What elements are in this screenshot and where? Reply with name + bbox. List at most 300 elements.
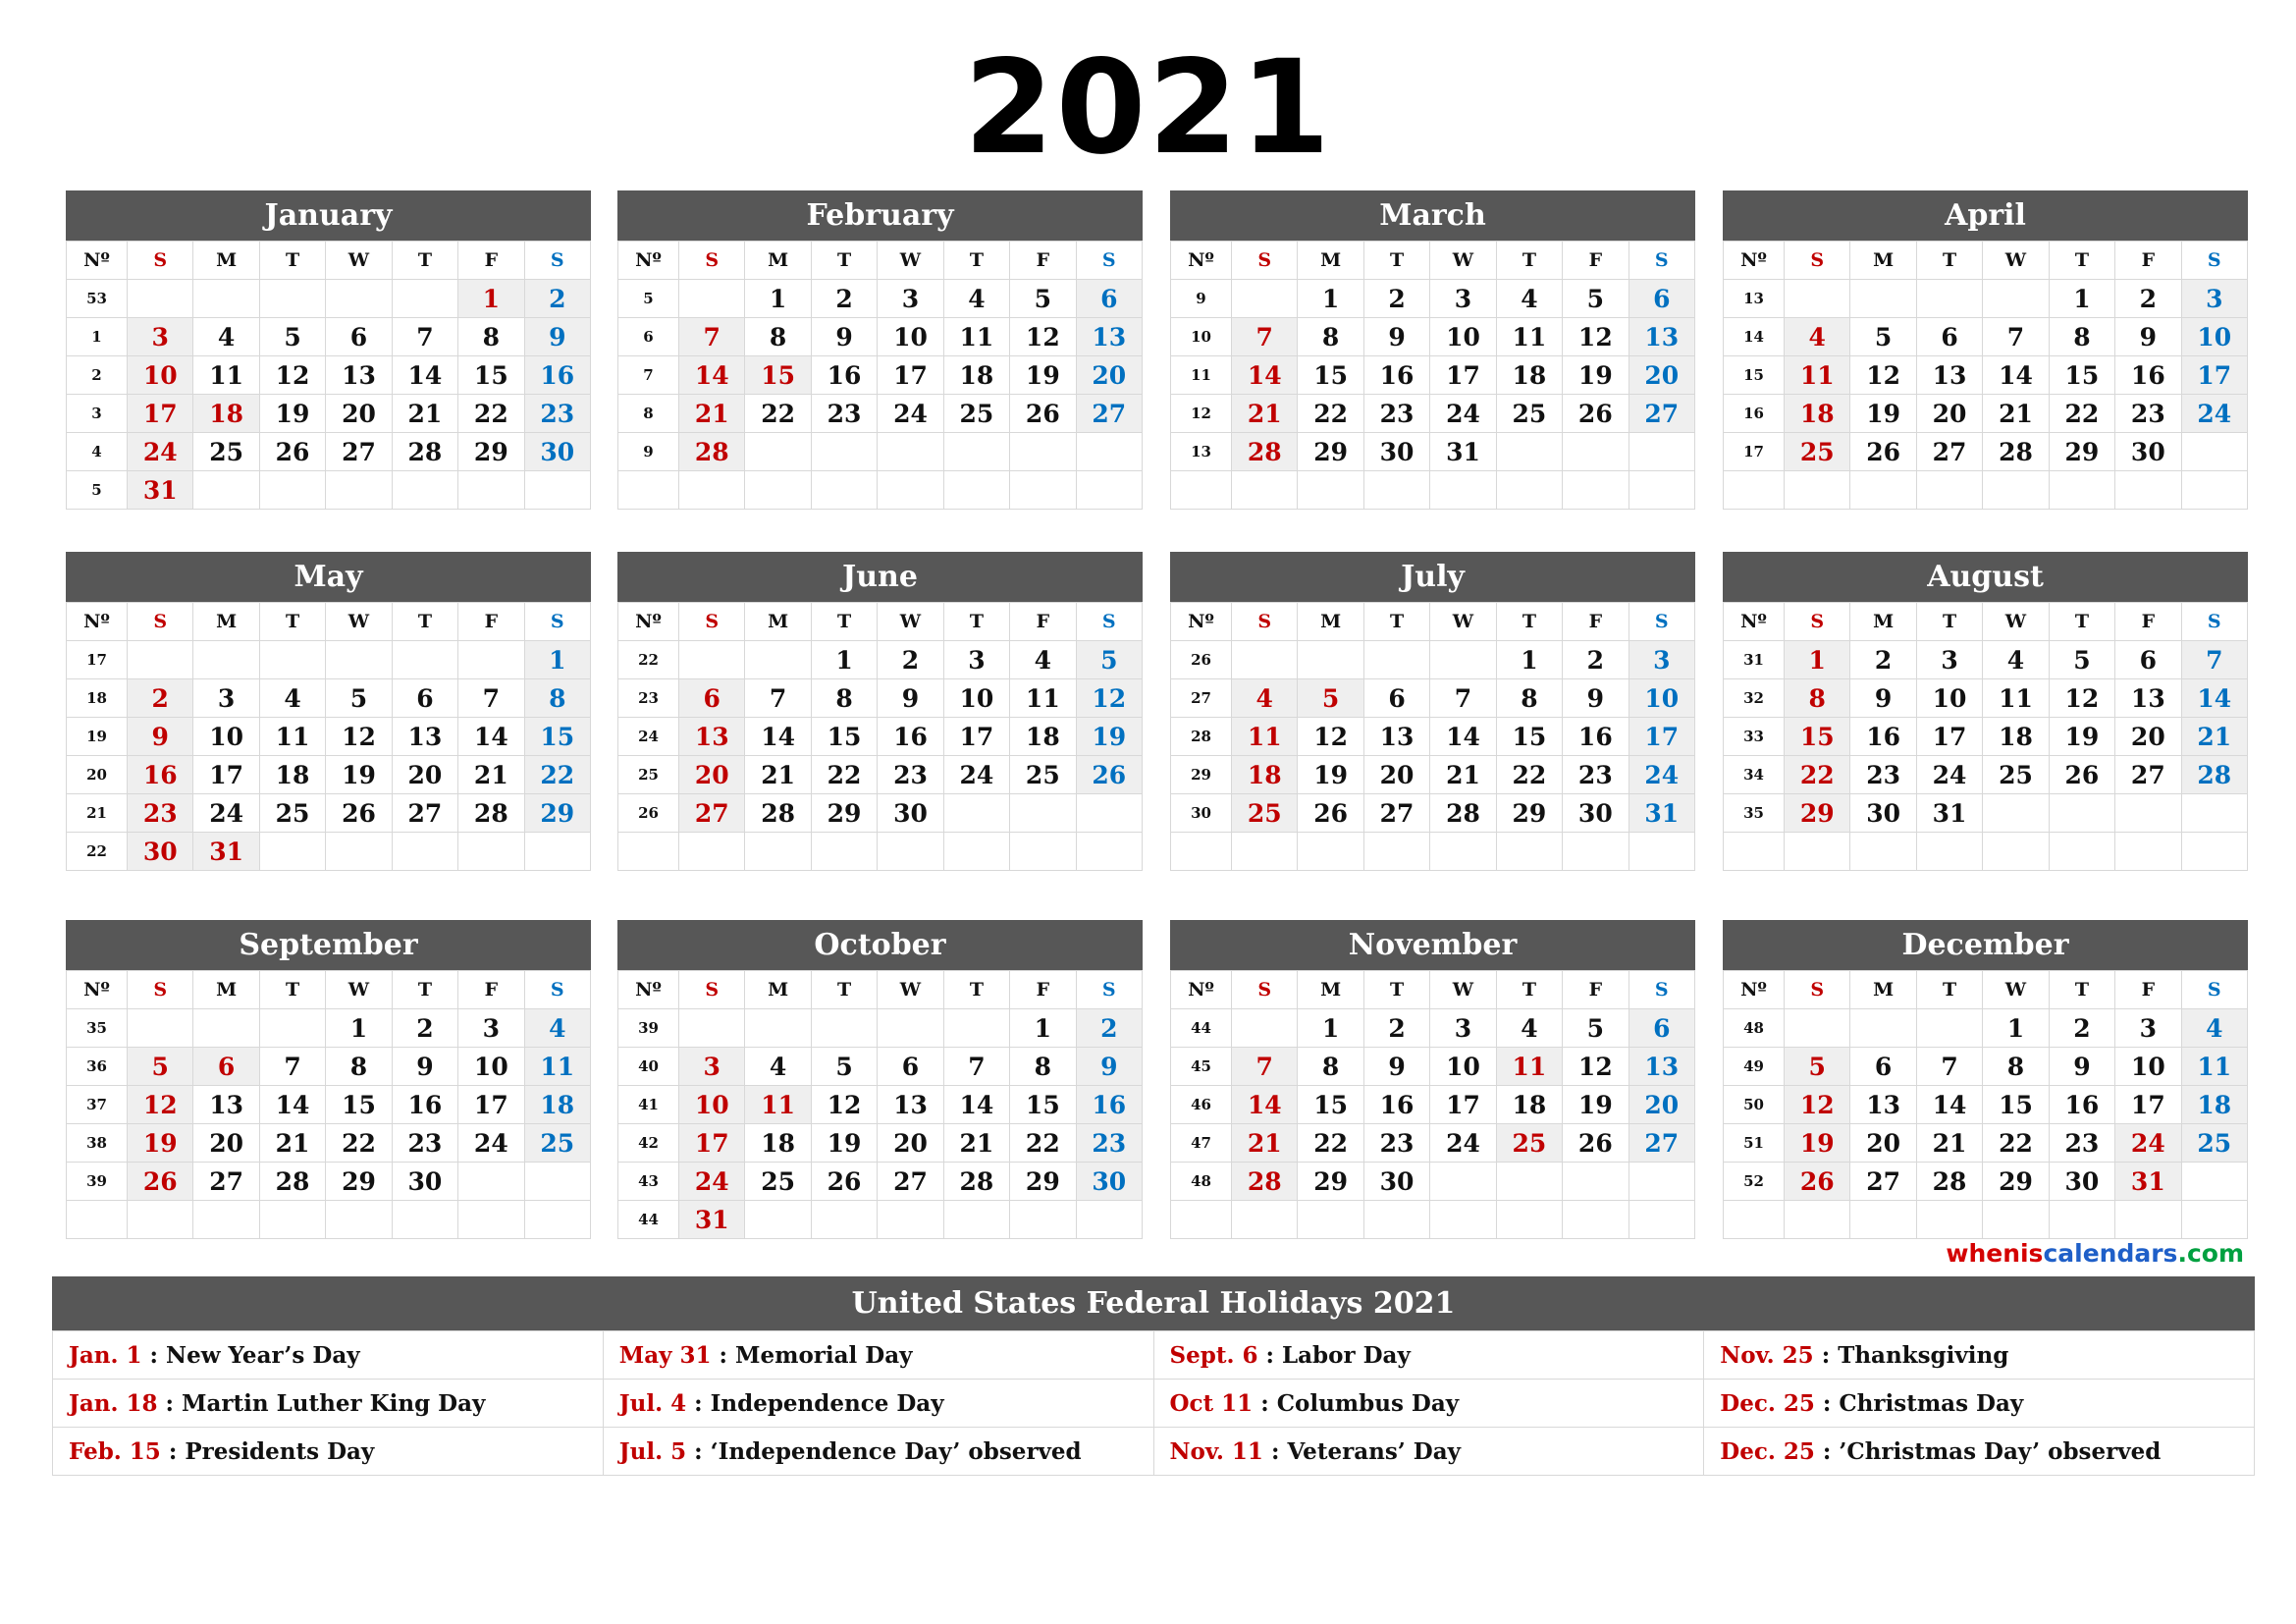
empty-day-cell	[2115, 833, 2181, 871]
weekday-header-row	[67, 603, 591, 641]
day-cell: 22	[524, 756, 590, 794]
week-row	[67, 718, 591, 756]
day-cell: 10	[878, 318, 943, 356]
week-number: 44	[618, 1201, 679, 1239]
week-number: 3	[67, 395, 128, 433]
week-row	[618, 1201, 1143, 1239]
month-title: February	[617, 190, 1143, 241]
day-cell: 27	[2115, 756, 2181, 794]
weekday-header: M	[1850, 242, 1916, 280]
day-cell: 26	[1298, 794, 1363, 833]
day-cell: 15	[1496, 718, 1562, 756]
day-cell: 13	[1076, 318, 1142, 356]
empty-day-cell	[326, 280, 392, 318]
weekday-header: W	[326, 603, 392, 641]
day-cell: 24	[128, 433, 193, 471]
day-cell: 22	[1983, 1124, 2049, 1163]
day-cell: 11	[745, 1086, 811, 1124]
weekday-header: S	[1076, 242, 1142, 280]
month-february	[617, 190, 1143, 510]
day-cell: 5	[1298, 679, 1363, 718]
week-row	[1724, 1124, 2248, 1163]
day-cell: 24	[1629, 756, 1694, 794]
week-row	[618, 1086, 1143, 1124]
day-cell: 8	[458, 318, 524, 356]
empty-day-cell	[1563, 433, 1629, 471]
day-cell: 18	[1983, 718, 2049, 756]
day-cell: 9	[1076, 1048, 1142, 1086]
weekday-header: M	[1850, 603, 1916, 641]
week-number: 6	[618, 318, 679, 356]
day-cell: 7	[679, 318, 745, 356]
week-number: 44	[1171, 1009, 1232, 1048]
day-cell: 5	[1563, 1009, 1629, 1048]
day-cell: 30	[1363, 433, 1429, 471]
day-cell: 3	[458, 1009, 524, 1048]
empty-day-cell	[1916, 1201, 1982, 1239]
day-cell: 26	[1785, 1163, 1850, 1201]
day-cell: 12	[811, 1086, 877, 1124]
day-cell: 22	[745, 395, 811, 433]
day-cell: 8	[745, 318, 811, 356]
day-cell: 12	[326, 718, 392, 756]
week-number-header: Nº	[1171, 971, 1232, 1009]
week-row	[618, 794, 1143, 833]
weekday-header: T	[811, 242, 877, 280]
empty-day-cell	[392, 641, 457, 679]
day-cell: 1	[2049, 280, 2114, 318]
day-cell: 9	[1363, 1048, 1429, 1086]
day-cell: 3	[943, 641, 1009, 679]
day-cell: 14	[1916, 1086, 1982, 1124]
empty-day-cell	[1430, 1201, 1496, 1239]
weekday-header-row	[67, 971, 591, 1009]
weekday-header: S	[128, 603, 193, 641]
day-cell: 1	[458, 280, 524, 318]
week-number: 2	[67, 356, 128, 395]
holiday-cell	[1153, 1380, 1704, 1428]
week-row	[1171, 1163, 1695, 1201]
day-cell: 7	[2181, 641, 2247, 679]
day-cell: 5	[1076, 641, 1142, 679]
empty-day-cell	[1850, 1009, 1916, 1048]
day-cell: 18	[1785, 395, 1850, 433]
holidays-section	[52, 1276, 2255, 1476]
empty-day-cell	[193, 641, 259, 679]
day-cell: 21	[1916, 1124, 1982, 1163]
day-cell: 25	[1496, 1124, 1562, 1163]
week-number: 7	[618, 356, 679, 395]
day-cell: 31	[1916, 794, 1982, 833]
day-cell: 17	[679, 1124, 745, 1163]
day-cell: 10	[2115, 1048, 2181, 1086]
day-cell: 30	[1850, 794, 1916, 833]
holiday-date: Jan. 1	[69, 1341, 142, 1369]
day-cell: 19	[259, 395, 325, 433]
day-cell: 29	[458, 433, 524, 471]
day-cell: 26	[2049, 756, 2114, 794]
day-cell: 20	[326, 395, 392, 433]
empty-day-cell	[193, 280, 259, 318]
day-cell: 20	[679, 756, 745, 794]
week-number	[618, 471, 679, 510]
day-cell: 8	[1785, 679, 1850, 718]
week-number: 17	[1724, 433, 1785, 471]
empty-day-cell	[1563, 1163, 1629, 1201]
day-cell: 5	[326, 679, 392, 718]
empty-day-cell	[1010, 471, 1076, 510]
day-cell: 1	[524, 641, 590, 679]
day-cell: 3	[2181, 280, 2247, 318]
day-cell: 6	[1916, 318, 1982, 356]
day-cell: 23	[1076, 1124, 1142, 1163]
week-number: 36	[67, 1048, 128, 1086]
holiday-name: Martin Luther King Day	[182, 1389, 486, 1417]
day-cell: 11	[1010, 679, 1076, 718]
weekday-header-row	[1171, 971, 1695, 1009]
empty-day-cell	[1916, 1009, 1982, 1048]
day-cell: 15	[1010, 1086, 1076, 1124]
day-cell: 17	[193, 756, 259, 794]
empty-day-cell	[1850, 833, 1916, 871]
day-cell: 22	[458, 395, 524, 433]
empty-day-cell	[193, 1009, 259, 1048]
holiday-separator: :	[1257, 1341, 1282, 1369]
holiday-name: Christmas Day	[1839, 1389, 2024, 1417]
week-number: 10	[1171, 318, 1232, 356]
week-number-header: Nº	[1724, 603, 1785, 641]
day-cell: 20	[1076, 356, 1142, 395]
week-number: 47	[1171, 1124, 1232, 1163]
day-cell: 7	[1232, 318, 1298, 356]
weekday-header: T	[943, 971, 1009, 1009]
empty-day-cell	[679, 1009, 745, 1048]
empty-day-cell	[1430, 471, 1496, 510]
day-cell: 27	[1076, 395, 1142, 433]
week-row	[1171, 1086, 1695, 1124]
empty-day-cell	[1629, 433, 1694, 471]
weekday-header: F	[1563, 603, 1629, 641]
day-cell: 29	[1298, 1163, 1363, 1201]
day-cell: 10	[1916, 679, 1982, 718]
empty-day-cell	[1563, 471, 1629, 510]
empty-day-cell	[524, 833, 590, 871]
day-cell: 16	[1076, 1086, 1142, 1124]
day-cell: 1	[1298, 1009, 1363, 1048]
day-cell: 23	[1563, 756, 1629, 794]
weekday-header: S	[1785, 242, 1850, 280]
empty-day-cell	[1850, 1201, 1916, 1239]
week-row	[67, 1086, 591, 1124]
weekday-header: S	[2181, 971, 2247, 1009]
day-cell: 27	[1363, 794, 1429, 833]
empty-day-cell	[1363, 641, 1429, 679]
day-cell: 30	[392, 1163, 457, 1201]
day-cell: 14	[1430, 718, 1496, 756]
weekday-header: M	[193, 603, 259, 641]
empty-day-cell	[1785, 1201, 1850, 1239]
holiday-separator: :	[1814, 1437, 1840, 1465]
day-cell: 26	[1850, 433, 1916, 471]
day-cell: 6	[1363, 679, 1429, 718]
day-cell: 3	[1430, 280, 1496, 318]
empty-day-cell	[392, 471, 457, 510]
week-row	[67, 1009, 591, 1048]
week-number: 42	[618, 1124, 679, 1163]
day-cell: 3	[1629, 641, 1694, 679]
week-row	[1724, 1086, 2248, 1124]
weekday-header: S	[1629, 603, 1694, 641]
weekday-header: M	[745, 242, 811, 280]
day-cell: 10	[458, 1048, 524, 1086]
day-cell: 13	[1850, 1086, 1916, 1124]
empty-day-cell	[2115, 794, 2181, 833]
empty-day-cell	[2181, 1201, 2247, 1239]
week-number: 49	[1724, 1048, 1785, 1086]
empty-day-cell	[811, 471, 877, 510]
holiday-cell	[603, 1380, 1153, 1428]
day-cell: 19	[2049, 718, 2114, 756]
day-cell: 14	[1232, 356, 1298, 395]
day-cell: 23	[1850, 756, 1916, 794]
day-cell: 13	[1916, 356, 1982, 395]
day-cell: 2	[811, 280, 877, 318]
day-cell: 3	[1916, 641, 1982, 679]
day-cell: 23	[2115, 395, 2181, 433]
week-number: 8	[618, 395, 679, 433]
day-cell: 29	[1298, 433, 1363, 471]
day-cell: 21	[943, 1124, 1009, 1163]
week-number: 28	[1171, 718, 1232, 756]
day-cell: 7	[1430, 679, 1496, 718]
day-cell: 20	[193, 1124, 259, 1163]
day-cell: 16	[128, 756, 193, 794]
empty-day-cell	[1496, 1201, 1562, 1239]
week-number: 34	[1724, 756, 1785, 794]
weekday-header: F	[2115, 971, 2181, 1009]
empty-day-cell	[1232, 280, 1298, 318]
day-cell: 23	[524, 395, 590, 433]
brand-logo[interactable]	[1946, 1239, 2244, 1268]
day-cell: 15	[458, 356, 524, 395]
day-cell: 2	[878, 641, 943, 679]
weekday-header: S	[1076, 971, 1142, 1009]
day-cell: 24	[2115, 1124, 2181, 1163]
day-cell: 18	[1496, 1086, 1562, 1124]
week-row	[1171, 356, 1695, 395]
week-number: 13	[1724, 280, 1785, 318]
holiday-row	[53, 1428, 2255, 1476]
weekday-header: F	[2115, 242, 2181, 280]
weekday-header-row	[1724, 603, 2248, 641]
day-cell: 5	[2049, 641, 2114, 679]
day-cell: 11	[259, 718, 325, 756]
weekday-header: T	[1363, 971, 1429, 1009]
day-cell: 24	[2181, 395, 2247, 433]
holiday-date: Dec. 25	[1720, 1389, 1815, 1417]
empty-day-cell	[1232, 1201, 1298, 1239]
weekday-header: W	[1430, 603, 1496, 641]
day-cell: 8	[2049, 318, 2114, 356]
month-january	[66, 190, 591, 510]
empty-day-cell	[745, 1201, 811, 1239]
month-title: September	[66, 920, 591, 970]
weekday-header: T	[1916, 971, 1982, 1009]
empty-day-cell	[2115, 471, 2181, 510]
month-title: April	[1723, 190, 2248, 241]
empty-day-cell	[2181, 433, 2247, 471]
weekday-header: T	[259, 242, 325, 280]
day-cell: 28	[1916, 1163, 1982, 1201]
day-cell: 16	[2115, 356, 2181, 395]
day-cell: 27	[193, 1163, 259, 1201]
holiday-cell	[1153, 1331, 1704, 1380]
empty-day-cell	[1850, 280, 1916, 318]
day-cell: 17	[458, 1086, 524, 1124]
day-cell: 21	[259, 1124, 325, 1163]
day-cell: 6	[2115, 641, 2181, 679]
week-number: 15	[1724, 356, 1785, 395]
day-cell: 4	[1496, 1009, 1562, 1048]
empty-day-cell	[1363, 471, 1429, 510]
day-cell: 13	[193, 1086, 259, 1124]
day-cell: 22	[1496, 756, 1562, 794]
day-cell: 6	[1629, 280, 1694, 318]
day-cell: 31	[128, 471, 193, 510]
day-cell: 25	[943, 395, 1009, 433]
holiday-separator: :	[1814, 1389, 1840, 1417]
day-cell: 14	[943, 1086, 1009, 1124]
weekday-header: S	[1629, 242, 1694, 280]
day-cell: 2	[1850, 641, 1916, 679]
empty-day-cell	[1629, 1201, 1694, 1239]
day-cell: 6	[392, 679, 457, 718]
day-cell: 31	[679, 1201, 745, 1239]
day-cell: 20	[1629, 356, 1694, 395]
week-number: 18	[67, 679, 128, 718]
empty-day-cell	[745, 833, 811, 871]
day-cell: 7	[1232, 1048, 1298, 1086]
empty-day-cell	[1232, 641, 1298, 679]
week-number: 30	[1171, 794, 1232, 833]
day-cell: 26	[1010, 395, 1076, 433]
day-cell: 28	[745, 794, 811, 833]
week-number: 31	[1724, 641, 1785, 679]
day-cell: 13	[2115, 679, 2181, 718]
week-row	[67, 756, 591, 794]
weekday-header: W	[878, 603, 943, 641]
day-cell: 15	[1983, 1086, 2049, 1124]
week-row	[1724, 471, 2248, 510]
empty-day-cell	[128, 1201, 193, 1239]
empty-day-cell	[878, 1201, 943, 1239]
day-cell: 21	[392, 395, 457, 433]
empty-day-cell	[1916, 471, 1982, 510]
empty-day-cell	[811, 833, 877, 871]
day-cell: 21	[458, 756, 524, 794]
month-july	[1170, 552, 1695, 871]
day-cell: 7	[392, 318, 457, 356]
holiday-separator: :	[711, 1341, 736, 1369]
month-title: November	[1170, 920, 1695, 970]
holiday-name: ’Christmas Day’ observed	[1839, 1437, 2162, 1465]
day-cell: 11	[1496, 1048, 1562, 1086]
calendar-grid	[66, 190, 2247, 1251]
week-number: 22	[618, 641, 679, 679]
day-cell: 12	[259, 356, 325, 395]
day-cell: 5	[1785, 1048, 1850, 1086]
empty-day-cell	[259, 280, 325, 318]
empty-day-cell	[1785, 471, 1850, 510]
week-row	[1724, 756, 2248, 794]
day-cell: 9	[1850, 679, 1916, 718]
week-row	[1171, 679, 1695, 718]
weekday-header: T	[392, 971, 457, 1009]
weekday-header: W	[1430, 242, 1496, 280]
empty-day-cell	[326, 641, 392, 679]
week-row	[1171, 641, 1695, 679]
empty-day-cell	[1076, 1201, 1142, 1239]
day-cell: 14	[259, 1086, 325, 1124]
day-cell: 22	[811, 756, 877, 794]
weekday-header: M	[1850, 971, 1916, 1009]
day-cell: 26	[811, 1163, 877, 1201]
day-cell: 8	[1496, 679, 1562, 718]
month-title: July	[1170, 552, 1695, 602]
week-number: 33	[1724, 718, 1785, 756]
day-cell: 6	[1850, 1048, 1916, 1086]
weekday-header: T	[1916, 242, 1982, 280]
day-cell: 25	[1785, 433, 1850, 471]
weekday-header: W	[326, 242, 392, 280]
day-cell: 30	[1363, 1163, 1429, 1201]
week-number: 21	[67, 794, 128, 833]
day-cell: 2	[128, 679, 193, 718]
day-cell: 23	[392, 1124, 457, 1163]
month-table	[1723, 602, 2248, 871]
day-cell: 28	[2181, 756, 2247, 794]
day-cell: 11	[1785, 356, 1850, 395]
weekday-header: T	[811, 603, 877, 641]
month-title: March	[1170, 190, 1695, 241]
day-cell: 13	[326, 356, 392, 395]
empty-day-cell	[878, 471, 943, 510]
month-april	[1723, 190, 2248, 510]
day-cell: 10	[943, 679, 1009, 718]
weekday-header: W	[1983, 242, 2049, 280]
day-cell: 11	[1496, 318, 1562, 356]
day-cell: 11	[193, 356, 259, 395]
week-row	[1171, 471, 1695, 510]
week-number-header: Nº	[67, 242, 128, 280]
day-cell: 21	[1232, 395, 1298, 433]
empty-day-cell	[679, 641, 745, 679]
day-cell: 9	[524, 318, 590, 356]
empty-day-cell	[326, 833, 392, 871]
week-row	[67, 471, 591, 510]
week-number-header: Nº	[1724, 242, 1785, 280]
holiday-cell	[53, 1428, 604, 1476]
day-cell: 9	[2049, 1048, 2114, 1086]
month-table	[1723, 970, 2248, 1239]
week-number	[1724, 833, 1785, 871]
week-row	[618, 280, 1143, 318]
empty-day-cell	[524, 1201, 590, 1239]
day-cell: 21	[1983, 395, 2049, 433]
weekday-header: M	[1298, 242, 1363, 280]
weekday-header: S	[2181, 603, 2247, 641]
week-row	[618, 433, 1143, 471]
